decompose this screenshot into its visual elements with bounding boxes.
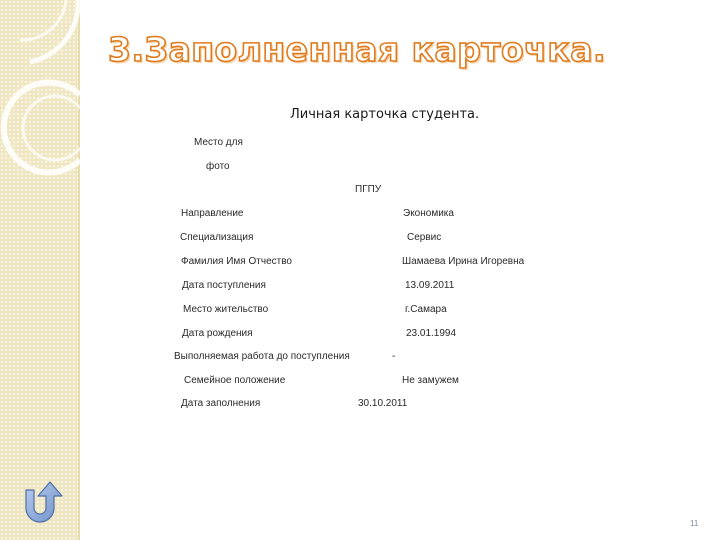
- row-value: 13.09.2011: [405, 280, 455, 291]
- u-turn-arrow-icon[interactable]: [16, 476, 70, 526]
- row-value: Не замужем: [402, 375, 459, 386]
- card-heading: Личная карточка студента.: [290, 107, 480, 122]
- photo-placeholder-line2: фото: [206, 161, 230, 172]
- row-value: г.Самара: [405, 304, 447, 315]
- university-name: ПГПУ: [355, 184, 382, 195]
- row-label: Специализация: [180, 232, 254, 243]
- row-label: Место жительство: [183, 304, 269, 315]
- row-label: Дата заполнения: [181, 398, 261, 409]
- row-label: Направление: [181, 208, 244, 219]
- slide-title: 3.Заполненная карточка.: [108, 30, 607, 69]
- row-label: Семейное положение: [184, 375, 286, 386]
- row-value: Шамаева Ирина Игоревна: [402, 256, 525, 267]
- page-number: 11: [690, 519, 699, 528]
- photo-placeholder-line1: Место для: [194, 137, 243, 148]
- row-value: Экономика: [403, 208, 454, 219]
- row-label: Фамилия Имя Отчество: [181, 256, 292, 267]
- decorative-arcs: [0, 0, 100, 200]
- row-value: 23.01.1994: [406, 328, 457, 339]
- row-value: 30.10.2011: [358, 398, 408, 409]
- row-label: Выполняемая работа до поступления: [174, 351, 350, 362]
- row-label: Дата рождения: [182, 328, 253, 339]
- row-label: Дата поступления: [182, 280, 266, 291]
- row-value: -: [392, 351, 396, 362]
- row-value: Сервис: [407, 232, 442, 243]
